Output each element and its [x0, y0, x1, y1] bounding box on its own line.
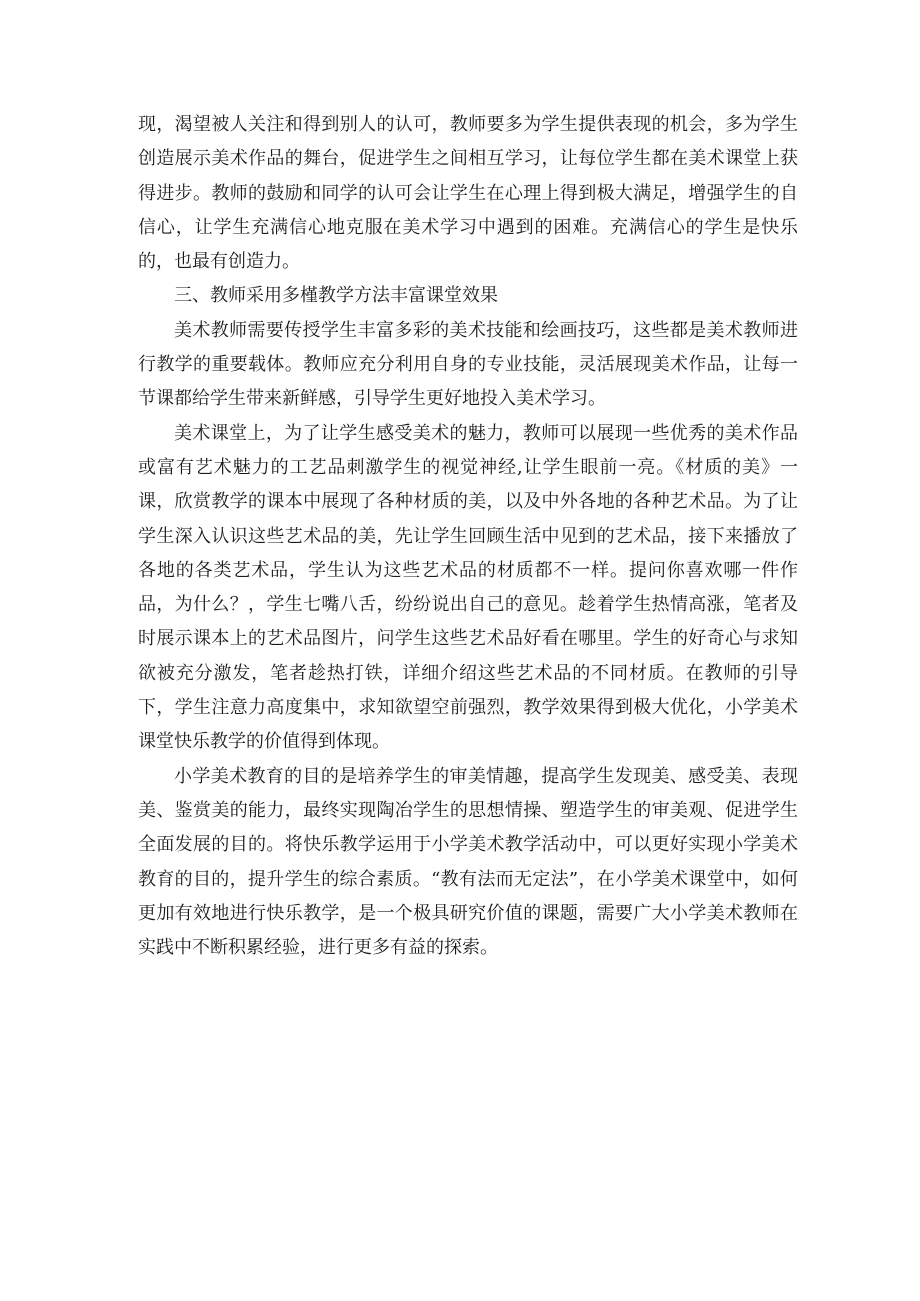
document-page	[138, 108, 798, 965]
paragraph-conclusion: 小学美术教育的目的是培养学生的审美情趣，提高学生发现美、感受美、表现美、鉴赏美的能力，最终实现陶冶学生的思想情操、塑造学生的审美观、促进学生全面发展的目的。将快乐教学运用于小学美术教学活动中，可以更好实现小学美术教育的目的，提升学生的综合素质。“教有法而无定法”，在小学美术课堂中，如何更加有效地进行快乐教学，是一个极具研究价值的课题，需要广大小学美术教师在实践中不断积累经验，进行更多有益的探索。	[138, 765, 798, 959]
paragraph-continuation: 现，渴望被人关注和得到别人的认可，教师要多为学生提供表现的机会，多为学生创造展示美术作品的舞台，促进学生之间相互学习，让每位学生都在美术课堂上获得进步。教师的鼓励和同学的认可会让学生在心理上得到极大满足，增强学生的自信心，让学生充满信心地克服在美术学习中遇到的困难。充满信心的学生是快乐的，也最有创造力。	[138, 114, 798, 273]
paragraph-classroom-example: 美术课堂上，为了让学生感受美术的魅力，教师可以展现一些优秀的美术作品或富有艺术魅力的工艺品刺激学生的视觉神经,让学生眼前一亮。《材质的美》一课，欣赏教学的课本中展现了各种材质的美，以及中外各地的各种艺术品。为了让学生深入认识这些艺术品的美，先让学生回顾生活中见到的艺术品，接下来播放了各地的各类艺术品，学生认为这些艺术品的材质都不一样。提问你喜欢哪一件作品，为什么？，学生七嘴八舌，纷纷说出自己的意见。趁着学生热情高涨，笔者及时展示课本上的艺术品图片，问学生这些艺术品好看在哪里。学生的好奇心与求知欲被充分激发，笔者趁热打铁，详细介绍这些艺术品的不同材质。在教师的引导下，学生注意力高度集中，求知欲望空前强烈，教学效果得到极大优化，小学美术课堂快乐教学的价值得到体现。	[138, 422, 798, 753]
paragraph-teaching-skills: 美术教师需要传授学生丰富多彩的美术技能和绘画技巧，这些都是美术教师进行教学的重要载体。教师应充分利用自身的专业技能，灵活展现美术作品，让每一节课都给学生带来新鲜感，引导学生更好地投入美术学习。	[138, 319, 798, 410]
section-heading: 三、教师采用多槿教学方法丰富课堂效果	[174, 285, 498, 307]
